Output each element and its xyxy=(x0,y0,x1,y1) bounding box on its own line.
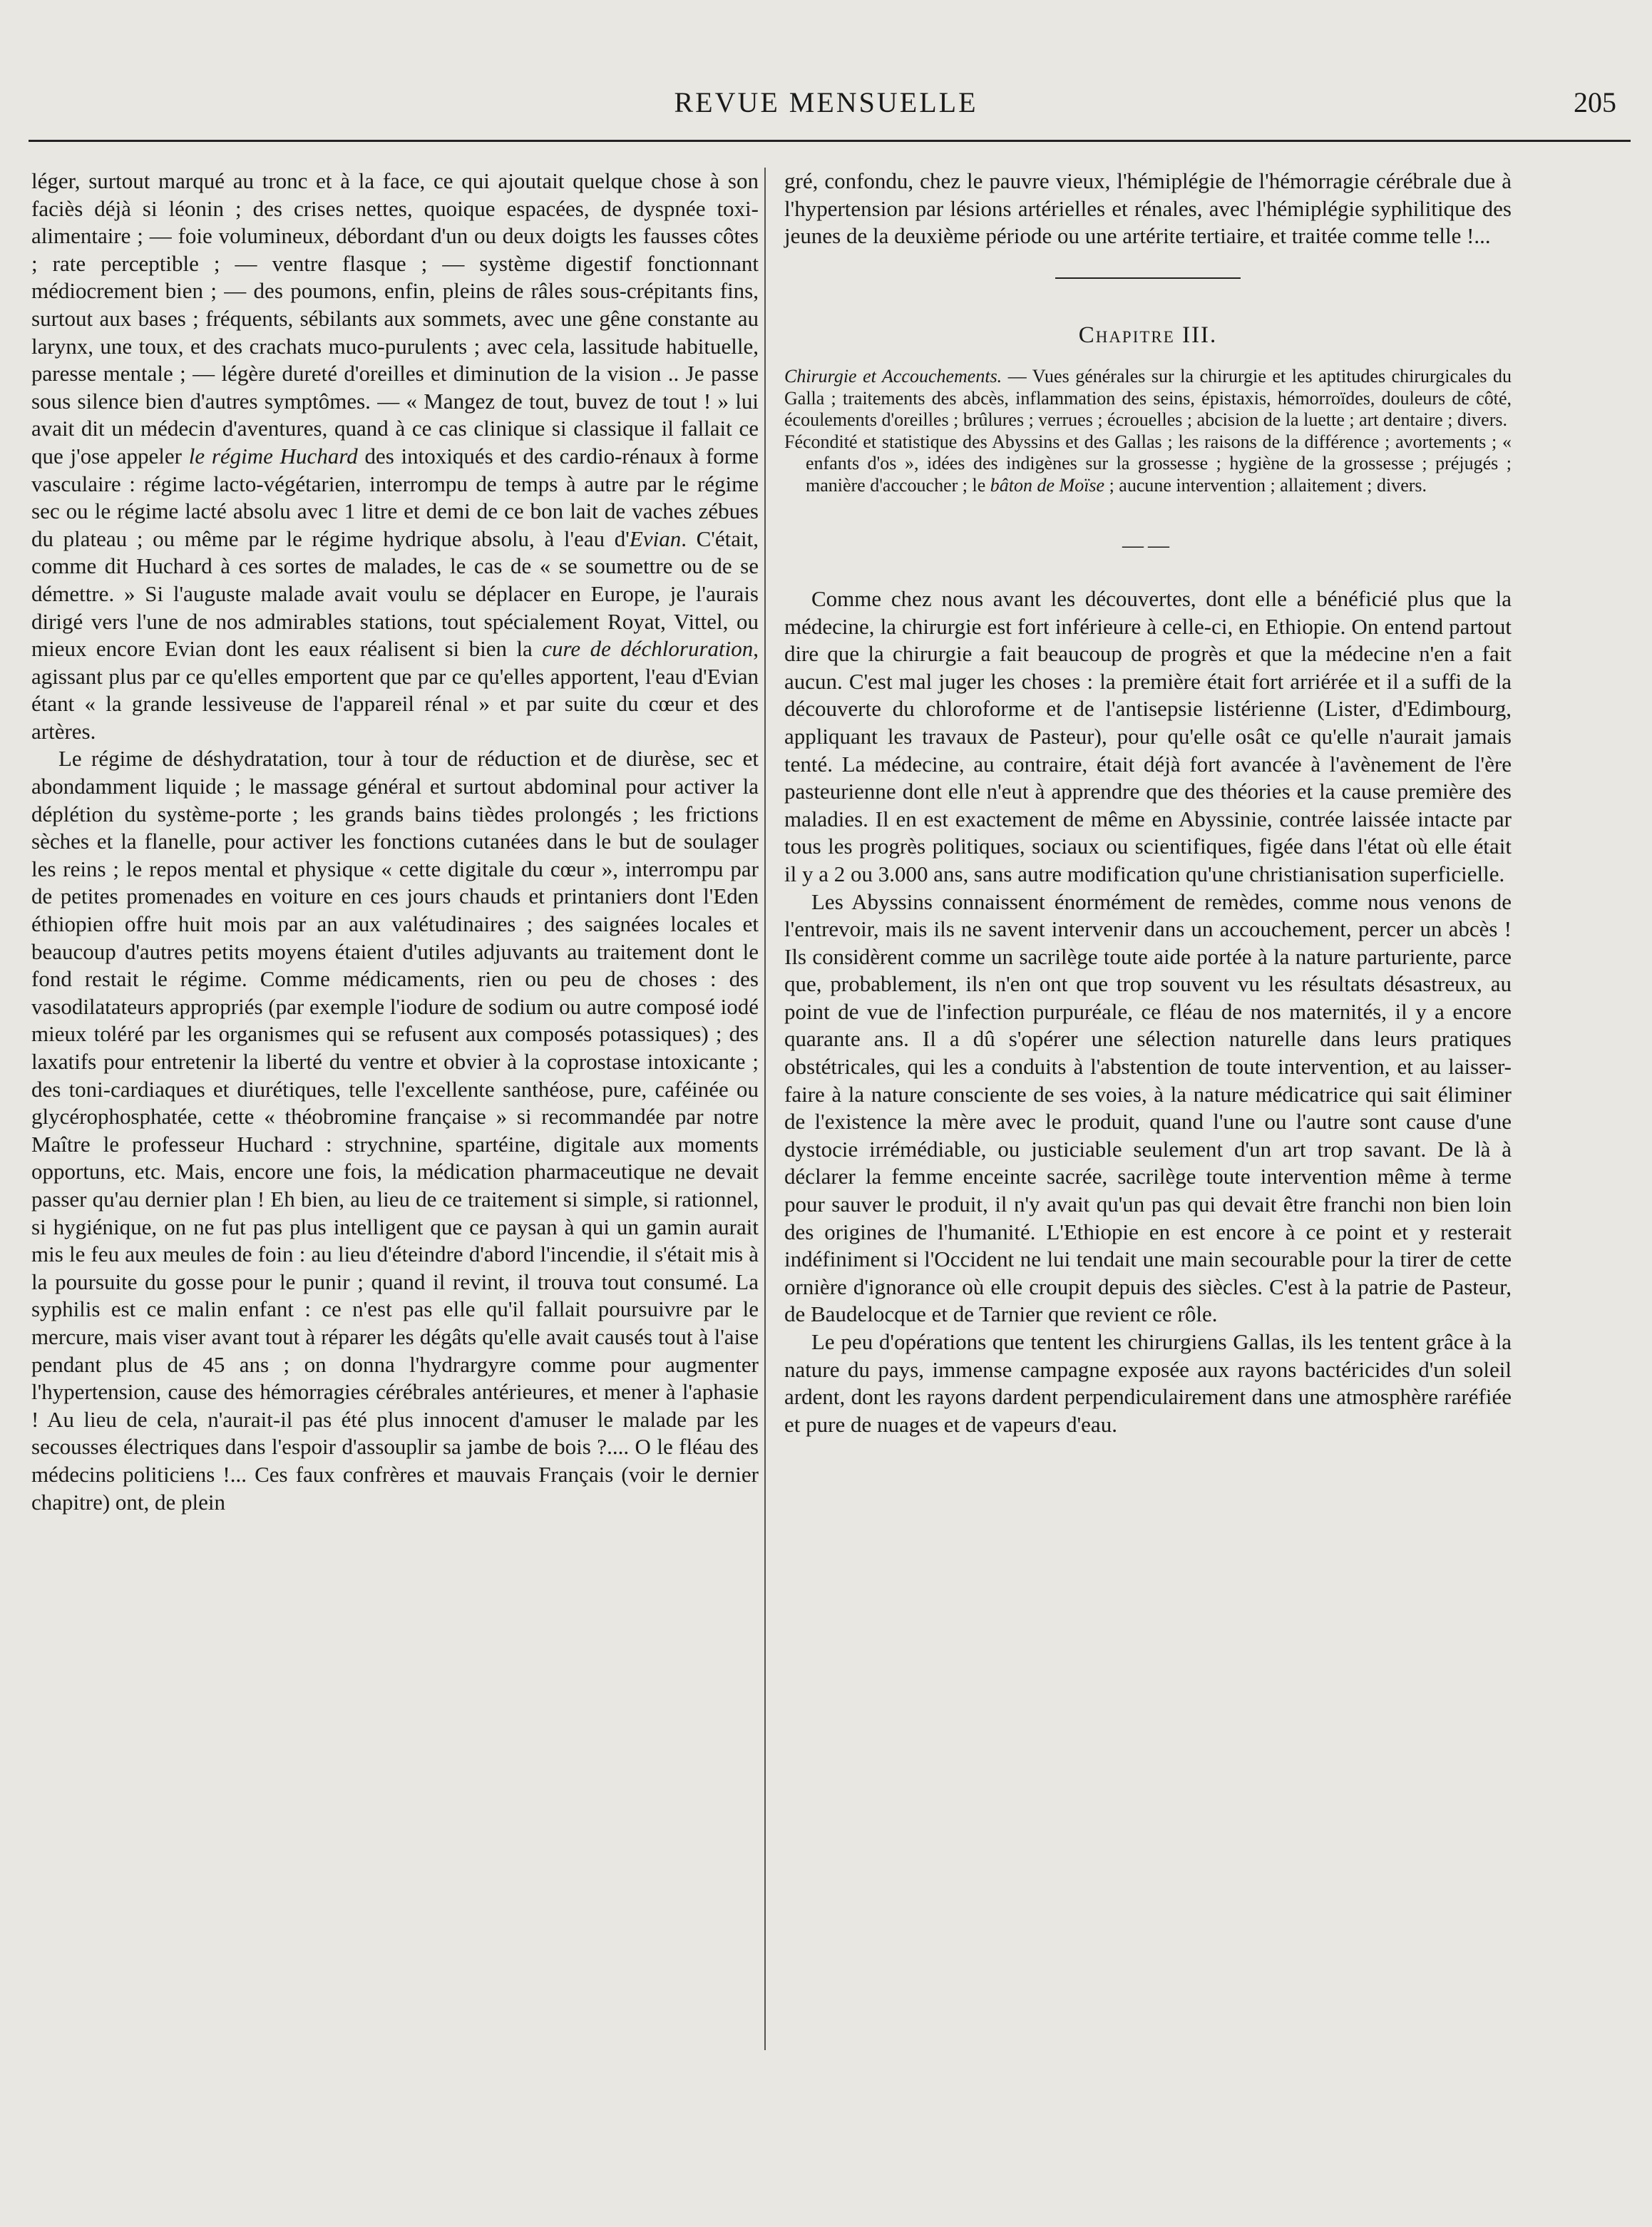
header-rule xyxy=(29,140,1631,142)
running-header xyxy=(21,77,1631,134)
text-run: des intoxiqués et des cardio-rénaux à forme vasculaire : régime lacto-végétarien, interrompu de temps à autre par le régime sec ou le régime lacté absolu avec 1 litre et demi de ce bon lait de vaches zébues du plateau ; ou même par le régime hydrique absolu, à l'eau d' xyxy=(31,443,759,551)
dash-separator: —— xyxy=(1122,533,1174,558)
emphasis-evian: Evian xyxy=(629,526,682,551)
column-divider xyxy=(764,168,766,2050)
left-paragraph-2: Le régime de déshydratation, tour à tour de réduction et de diurèse, sec et abondamment liquide ; le massage général et surtout abdominal pour activer la déplétion du système-porte ; les grands bains tièdes prolongés ; les frictions sèches et la flanelle, pour activer les fonctions cutanées dans le but de soulager les reins ; le repos mental et physique « cette digitale du cœur », interrompu par de petites promenades en voiture en ces jours chauds et printaniers dont l'Eden éthiopien offre huit mois par an aux valétudinaires ; des saignées locales et beaucoup d'autres petits moyens étaient d'utiles adjuvants au traitement dont le fond restait le régime. Comme médicaments, rien ou peu de choses : des vasodilatateurs appropriés (par exemple l'iodure de sodium ou autre composé iodé mieux toléré par les organismes qui se refusent aux composés potassiques) ; des laxatifs pour entretenir la liberté du ventre et obvier à la coprostase intoxicante ; des toni-cardiaques et diurétiques, telle l'excellente santhéose, pure, caféinée ou glycérophosphatée, cette « théobromine française » si recommandée par notre Maître le professeur Huchard : strychnine, spartéine, digitale aux moments opportuns, etc. Mais, encore une fois, la médication pharmaceutique ne devait passer qu'au dernier plan ! Eh bien, au lieu de ce traitement si simple, si rationnel, si hygiénique, on ne fut pas plus intelligent que ce paysan à qui un gamin aurait mis le feu aux meules de foin : au lieu d'éteindre d'abord l'incendie, il s'était mis à la poursuite du gosse pour le punir ; quand il revint, il trouva tout consumé. La syphilis est ce malin enfant : ce n'est pas elle qu'il fallait poursuivre par le mercure, mais viser avant tout à réparer les dégâts qu'elle avait causés tout à l'aise pendant plus de 45 ans ; on donna l'hydrargyre comme pour augmenter l'hypertension, cause des hémorragies cérébrales antérieures, et mener à l'aphasie ! Au lieu de cela, n'aurait-il pas été plus innocent d'amuser le malade par les secousses électriques dans l'espoir d'assouplir sa jambe de bois ?.... O le fléau des médecins politiciens !... Ces faux confrères et mauvais Français (voir le dernier chapitre) ont, de plein xyxy=(31,746,759,1515)
summary-paragraph-2 xyxy=(784,431,1512,497)
right-paragraph-4: Le peu d'opérations que tentent les chirurgiens Gallas, ils les tentent grâce à la nature du pays, immense campagne exposée aux rayons bactéricides d'un soleil ardent, dont les rayons dardent perpendiculairement dans une atmosphère raréfiée et pure de nuages et de vapeurs d'eau. xyxy=(784,1329,1512,1437)
summary-title: Chirurgie et Accouchements. xyxy=(784,366,1002,387)
left-column xyxy=(31,168,759,1516)
chapter-summary xyxy=(784,366,1512,496)
text-run: — Vues générales sur la chirurgie et les aptitudes chirurgicales du Galla ; traitements des abcès, inflammation des seins, épistaxis, hémorroïdes, douleurs de côté, écoulements d'oreilles ; brûlures ; verrues ; écrouelles ; abcision de la luette ; art dentaire ; divers. xyxy=(784,366,1512,431)
emphasis-regime-huchard: le régime Huchard xyxy=(188,443,358,469)
right-paragraph-2: Comme chez nous avant les découvertes, dont elle a bénéficié plus que la médecine, la chirurgie est fort inférieure à celle-ci, en Ethiopie. On entend partout dire que la chirurgie a fait beaucoup de progrès et que la médecine n'en a fait aucun. C'est mal juger les choses : la première était fort arriérée et il a suffi de la découverte du chloroforme et de l'antisepsie listérienne (Lister, d'Edimbourg, appliquant les travaux de Pasteur), pour qu'elle osât ce qu'elle n'aurait jamais tenté. La médecine, au contraire, était déjà fort avancée à l'avènement de l'ère pasteurienne dont elle n'eut à apprendre que des théories et la cause première des maladies. Il en est exactement de même en Abyssinie, contrée laissée intacte par tous les progrès politiques, sociaux ou scientifiques, figée dans l'état où elle était il y a 2 ou 3.000 ans, sans autre modification qu'une christianisation superficielle. xyxy=(784,585,1512,886)
emphasis-baton: bâton de Moïse xyxy=(990,474,1105,496)
right-paragraph-1: gré, confondu, chez le pauvre vieux, l'hémiplégie de l'hémorragie cérébrale due à l'hypertension par lésions artérielles et rénales, avec l'hémiplégie syphilitique des jeunes de la deuxième période ou une artérite tertiaire, et traitée comme telle !... xyxy=(784,168,1512,249)
right-paragraph-3: Les Abyssins connaissent énormément de remèdes, comme nous venons de l'entrevoir, mais ils ne savent intervenir dans un accouchement, percer un abcès ! Ils considèrent comme un sacrilège toute aide portée à la nature parturiente, parce que, probablement, ils n'en ont que trop souvent vu les résultats désastreux, au point de vue de l'infection purpuréale, ce fléau de nos maternités, il y a encore quarante ans. Il a dû s'opérer une sélection naturelle dans leurs pratiques obstétricales, qui les a conduits à l'abstention de toute intervention, et au laisser-faire à la nature consciente de ses voies, à la nature médicatrice qui sait éliminer de l'existence la mère avec le produit, quand l'une ou l'autre sont cause d'une dystocie irrémédiable, ou justiciable seulement d'un art trop savant. De là à déclarer la femme enceinte sacrée, sacrilège toute intervention même à terme pour sauver le produit, il n'y avait qu'un pas qui devait être franchi non bien loin des origines de l'humanité. L'Ethiopie en est encore à ce point et y resterait indéfiniment si l'Occident ne lui tendait une main secourable pour la tirer de cette ornière d'ignorance où elle croupit depuis des siècles. C'est à la patrie de Pasteur, de Baudelocque et de Tarnier que revient ce rôle. xyxy=(784,889,1512,1327)
section-rule xyxy=(1055,277,1241,279)
emphasis-cure: cure de déchloruration xyxy=(542,636,754,662)
page-number: 205 xyxy=(1574,86,1616,118)
text-run: ; aucune intervention ; allaitement ; divers. xyxy=(1104,474,1427,496)
left-paragraph-1 xyxy=(31,168,759,745)
right-column xyxy=(784,168,1512,1438)
summary-paragraph-1 xyxy=(784,366,1512,431)
text-run: léger, surtout marqué au tronc et à la face, ce qui ajoutait quelque chose à son faciès déjà si léonin ; des crises nettes, quoique espacées, de dyspnée toxi-alimentaire ; — foie volumineux, débordant d'un ou deux doigts les fausses côtes ; rate perceptible ; — ventre flasque ; — système digestif fonctionnant médiocrement bien ; — des poumons, enfin, pleins de râles sous-crépitants fins, surtout aux bases ; fréquents, sébilants aux sommets, avec une gêne constante au larynx, une toux, et des crachats muco-purulents ; avec cela, lassitude habituelle, paresse mentale ; — légère dureté d'oreilles et diminution de la vision .. Je passe sous silence bien d'autres symptômes. — « Mangez de tout, buvez de tout ! » lui avait dit un médecin d'aventures, quand à ce cas clinique si classique il fallait ce que j'ose appeler xyxy=(31,168,759,469)
text-run: Fécondité et statistique des Abyssins et des Gallas ; les raisons de la différence ; avortements ; « enfants d'os », idées des indigènes sur la grossesse ; hygiène de la grossesse ; préjugés ; manière d'accoucher ; le xyxy=(784,431,1512,496)
text-run: , agissant plus par ce qu'elles emportent que par ce qu'elles apportent, l'eau d'Evian étant « la grande lessiveuse de l'appareil rénal » et par suite du cœur et des artères. xyxy=(31,636,759,744)
chapter-heading: Chapitre III. xyxy=(1078,322,1218,348)
journal-title: REVUE MENSUELLE xyxy=(674,86,978,118)
text-run: . C'était, comme dit Huchard à ces sortes de malades, le cas de « se soumettre ou de se démettre. » Si l'auguste malade avait voulu se déplacer en Europe, je l'aurais dirigé vers l'une de nos admirables stations, tout spécialement Royat, Vittel, ou mieux encore Evian dont les eaux réalisent si bien la xyxy=(31,526,759,662)
